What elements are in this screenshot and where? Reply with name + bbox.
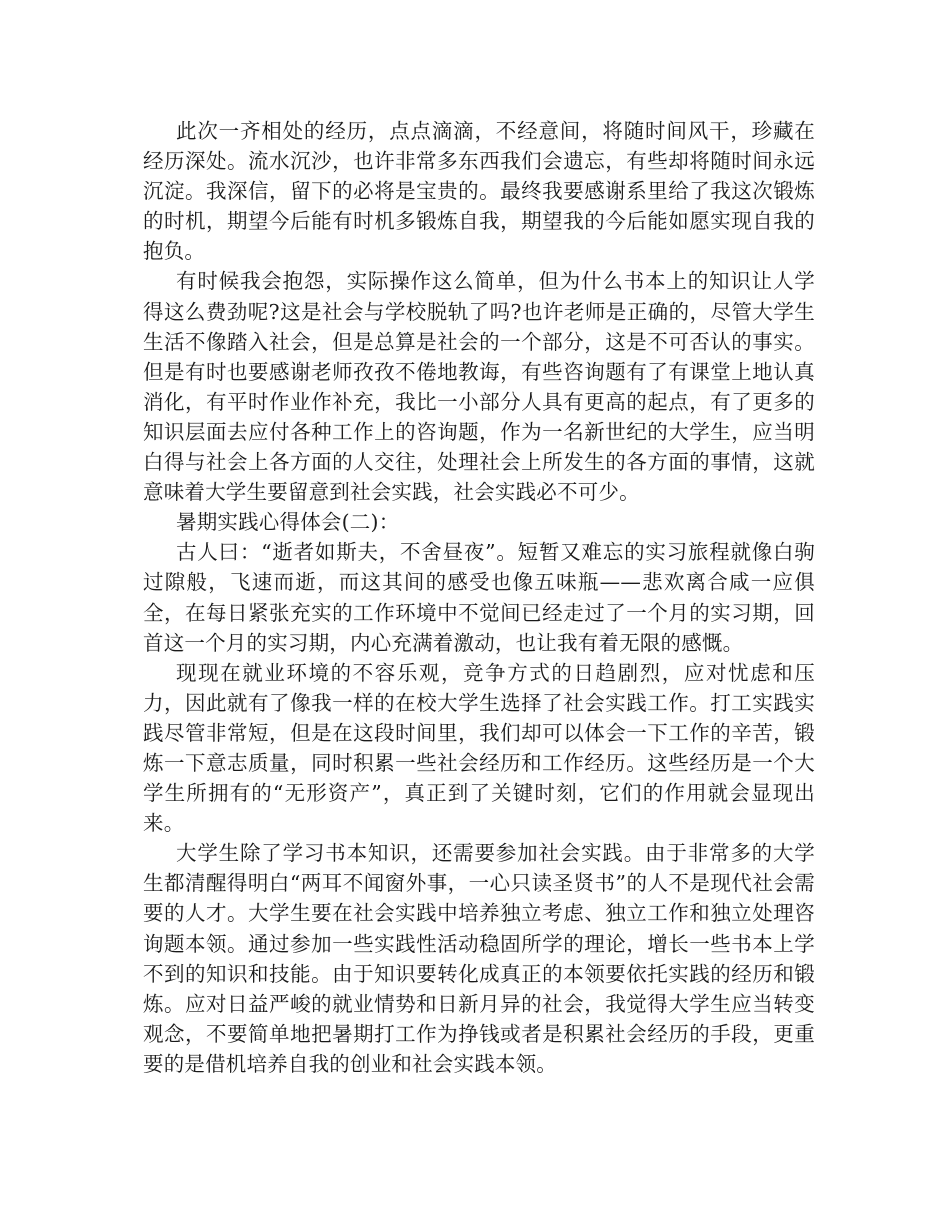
paragraph-social-practice: 大学生除了学习书本知识，还需要参加社会实践。由于非常多的大学生都清醒得明白“两耳不闻窗外事，一心只读圣贤书”的人不是现代社会需要的人才。大学生要在社会实践中培养独立考虑、独立工作和独立处理咨询题本领。通过参加一些实践性活动稳固所学的理论，增长一些书本上学不到的知识和技能。由于知识要转化成真正的本领要依托实践的经历和锻炼。应对日益严峻的就业情势和日新月异的社会，我觉得大学生应当转变观念，不要简单地把暑期打工作为挣钱或者是积累社会经历的手段，更重要的是借机培养自我的创业和社会实践本领。: [143, 841, 815, 1076]
section-heading: 暑期实践心得体会(二)：: [176, 510, 400, 535]
paragraph-internship-intro: 古人曰：“逝者如斯夫，不舍昼夜”。短暂又难忘的实习旅程就像白驹过隙般，飞速而逝，而这其间的感受也像五味瓶——悲欢离合咸一应俱全，在每日紧张充实的工作环境中不觉间已经走过了一个月的实习期，回首这一个月的实习期，内心充满着激动，也让我有着无限的感慨。: [143, 540, 815, 655]
paragraph-closing-reflection: 此次一齐相处的经历，点点滴滴，不经意间，将随时间风干，珍藏在经历深处。流水沉沙，也许非常多东西我们会遗忘，有些却将随时间永远沉淀。我深信，留下的必将是宝贵的。最终我要感谢系里给了我这次锻炼的时机，期望今后能有时机多锻炼自我，期望我的今后能如愿实现自我的抱负。: [143, 119, 815, 264]
document-page: [143, 116, 815, 1079]
paragraph-theory-vs-practice: 有时候我会抱怨，实际操作这么简单，但为什么书本上的知识让人学得这么费劲呢?这是社会与学校脱轨了吗?也许老师是正确的，尽管大学生生活不像踏入社会，但是总算是社会的一个部分，这是不可否认的事实。但是有时也要感谢老师孜孜不倦地教诲，有些咨询题有了有课堂上地认真消化，有平时作业作补充，我比一小部分人具有更高的起点，有了更多的知识层面去应付各种工作上的咨询题，作为一名新世纪的大学生，应当明白得与社会上各方面的人交往，处理社会上所发生的各方面的事情，这就意味着大学生要留意到社会实践，社会实践必不可少。: [143, 269, 815, 505]
paragraph-employment-environment: 现现在就业环境的不容乐观，竞争方式的日趋剧烈，应对忧虑和压力，因此就有了像我一样的在校大学生选择了社会实践工作。打工实践实践尽管非常短，但是在这段时间里，我们却可以体会一下工作的辛苦，锻炼一下意志质量，同时积累一些社会经历和工作经历。这些经历是一个大学生所拥有的“无形资产”，真正到了关键时刻，它们的作用就会显现出来。: [143, 660, 815, 836]
